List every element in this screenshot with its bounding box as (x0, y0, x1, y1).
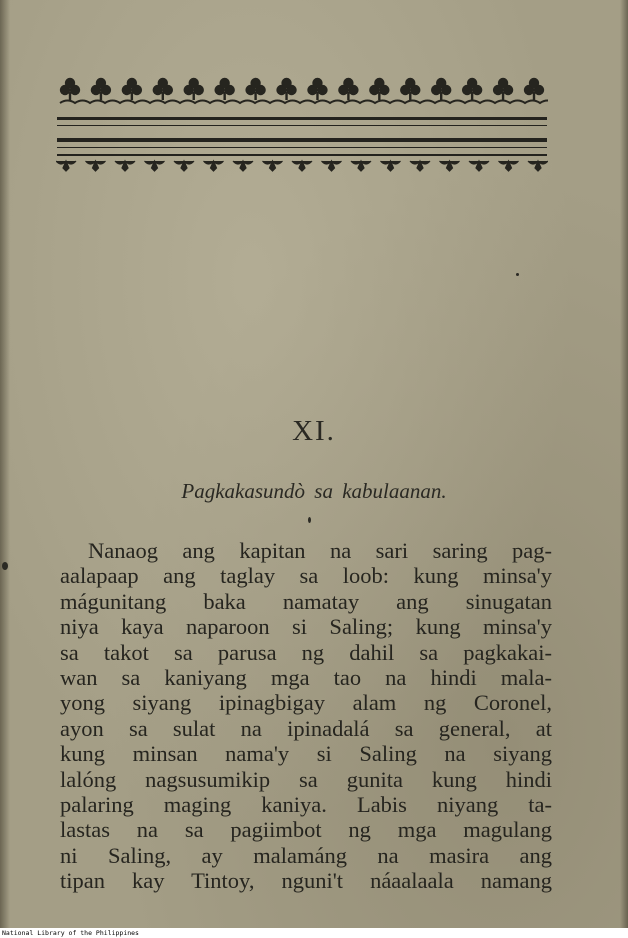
clover-motif (431, 78, 451, 100)
text-line: lalóng nagsusumikip sa gunita kung hindi (60, 766, 552, 792)
fleuron-motif (528, 161, 548, 171)
fleuron-motif (322, 161, 342, 171)
text-line: niya kaya naparoon si Saling; kung minsa'y (60, 614, 552, 640)
text-line: yong siyang ipinagbigay alam ng Coronel, (60, 690, 552, 716)
clover-motif (91, 78, 111, 100)
text-line: aalapaap ang taglay sa loob: kung minsa'y (60, 563, 552, 589)
chapter-title: Pagkakasundò sa kabulaanan. (181, 479, 447, 503)
fleuron-border-icon (56, 157, 548, 173)
fleuron-motif (499, 161, 519, 171)
text-line: tipan kay Tintoy, nguni't náaalaala namang (60, 868, 552, 894)
clover-motif (60, 78, 80, 100)
clover-motif (338, 78, 358, 100)
fleuron-motif (440, 161, 460, 171)
paper-speck (2, 562, 8, 570)
paper-speck (516, 273, 519, 276)
fleuron-motif (263, 161, 283, 171)
clover-motif (462, 78, 482, 100)
fleuron-motif (469, 161, 489, 171)
clover-motif (245, 78, 265, 100)
library-credit: National Library of the Philippines (2, 929, 139, 937)
text-line: kung minsan nama'y si Saling na siyang (60, 741, 552, 767)
fleuron-motif (174, 161, 194, 171)
text-line: ni Saling, ay malamáng na masira ang (60, 842, 552, 868)
clover-motif (369, 78, 389, 100)
header-rule-thin (57, 125, 547, 126)
clover-motif (524, 78, 544, 100)
clover-vine-ornament-icon (56, 76, 548, 110)
fleuron-motif (410, 161, 430, 171)
clover-motif (153, 78, 173, 100)
fleuron-motif (233, 161, 253, 171)
clover-motif (276, 78, 296, 100)
header-rule-thin-lower (57, 147, 547, 148)
text-line: lastas na sa pagiimbot ng mga magulang (60, 817, 552, 843)
text-line: palaring maging kaniya. Labis niyang ta- (60, 792, 552, 818)
clover-motif (184, 78, 204, 100)
fleuron-motif (204, 161, 224, 171)
text-line: Nanaog ang kapitan na sari saring pag- (88, 538, 552, 563)
fleuron-motif (145, 161, 165, 171)
fleuron-motif (115, 161, 135, 171)
text-line: mágunitang baka namatay ang sinugatan (60, 588, 552, 614)
clover-motif (214, 78, 234, 100)
fleuron-motif (56, 161, 76, 171)
header-rule-double (57, 138, 547, 142)
chapter-number: XI. (292, 415, 336, 447)
fleuron-motif (381, 161, 401, 171)
body-paragraph (60, 538, 552, 894)
header-rule-thick (57, 117, 547, 120)
header-rule-bottom (57, 154, 547, 156)
fleuron-motif (292, 161, 312, 171)
text-line: sa takot sa parusa ng dahil sa pagkakai- (60, 639, 552, 665)
clover-motif (122, 78, 142, 100)
page-binding-shadow (0, 0, 10, 928)
text-line: wan sa kaniyang mga tao na hindi mala- (60, 665, 552, 691)
clover-motif (493, 78, 513, 100)
clover-motif (307, 78, 327, 100)
text-line: ayon sa sulat na ipinadalá sa general, at (60, 715, 552, 741)
page-edge-shadow (620, 0, 628, 928)
fleuron-motif (351, 161, 371, 171)
clover-motif (400, 78, 420, 100)
fleuron-motif (86, 161, 106, 171)
paper-speck (308, 517, 311, 523)
